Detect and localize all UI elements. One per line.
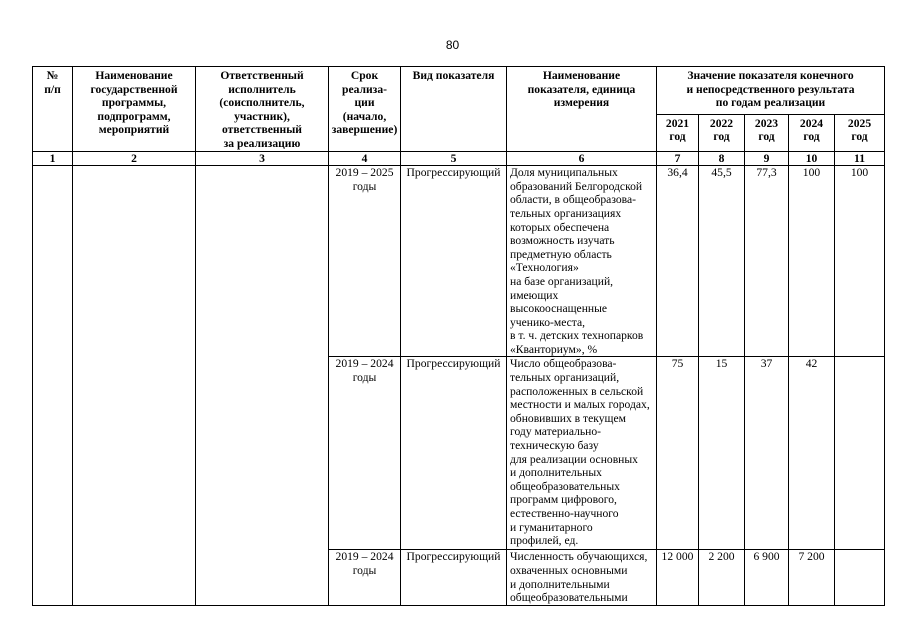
header-year-2025: 2025 год [835,114,885,151]
header-number: № п/п [33,67,73,152]
cell-indicator-name: Доля муниципальных образований Белгородской области, в общеобразова- тельных организациях которых обеспечена возможность изучать предметную область «Технология» на базе организаций, имеющих высокооснащенные ученико-места, в т. ч. детских технопарков «Кванториум», % [507,166,657,357]
indicators-table [32,66,885,606]
header-program-name: Наименование государственной программы, подпрограмм, мероприятий [73,67,196,152]
column-numbers-row [33,151,885,166]
header-period: Срок реализа- ции (начало, завершение) [329,67,401,152]
cell-value-2021: 12 000 [657,550,699,605]
cell-indicator-type: Прогрессирующий [401,550,507,605]
cell-value-2021: 75 [657,357,699,550]
column-number: 3 [196,151,329,166]
column-number: 10 [789,151,835,166]
column-number: 5 [401,151,507,166]
cell-value-2024: 7 200 [789,550,835,605]
column-number: 9 [745,151,789,166]
header-responsible: Ответственный исполнитель (соисполнитель, участник), ответственный за реализацию [196,67,329,152]
cell-number [33,166,73,606]
header-year-2023: 2023 год [745,114,789,151]
column-number: 6 [507,151,657,166]
cell-period: 2019 – 2025 годы [329,166,401,357]
cell-value-2025 [835,550,885,605]
cell-indicator-name: Число общеобразова- тельных организаций, расположенных в сельской местности и малых городах, обновивших в текущем году материально- техническую базу для реализации основных и дополнительных общеобразовательных программ цифрового, естественно-научного и гуманитарного профилей, ед. [507,357,657,550]
cell-indicator-type: Прогрессирующий [401,357,507,550]
header-indicator-type: Вид показателя [401,67,507,152]
cell-value-2023: 6 900 [745,550,789,605]
cell-value-2023: 37 [745,357,789,550]
page-number: 80 [445,38,460,52]
column-number: 11 [835,151,885,166]
column-number: 8 [699,151,745,166]
column-number: 7 [657,151,699,166]
cell-value-2022: 2 200 [699,550,745,605]
cell-period: 2019 – 2024 годы [329,550,401,605]
cell-responsible [196,166,329,606]
cell-value-2021: 36,4 [657,166,699,357]
cell-indicator-name: Численность обучающихся, охваченных основными и дополнительными общеобразовательными [507,550,657,605]
header-indicator-name: Наименование показателя, единица измерения [507,67,657,152]
header-year-2022: 2022 год [699,114,745,151]
column-number: 2 [73,151,196,166]
cell-value-2022: 45,5 [699,166,745,357]
cell-value-2022: 15 [699,357,745,550]
column-number: 4 [329,151,401,166]
table-row [33,166,885,357]
header-year-2024: 2024 год [789,114,835,151]
cell-indicator-type: Прогрессирующий [401,166,507,357]
cell-program-name [73,166,196,606]
cell-value-2023: 77,3 [745,166,789,357]
cell-value-2025 [835,357,885,550]
header-values-group: Значение показателя конечного и непосредственного результата по годам реализации [657,67,885,115]
header-year-2021: 2021 год [657,114,699,151]
column-number: 1 [33,151,73,166]
cell-value-2024: 100 [789,166,835,357]
cell-period: 2019 – 2024 годы [329,357,401,550]
cell-value-2025: 100 [835,166,885,357]
cell-value-2024: 42 [789,357,835,550]
